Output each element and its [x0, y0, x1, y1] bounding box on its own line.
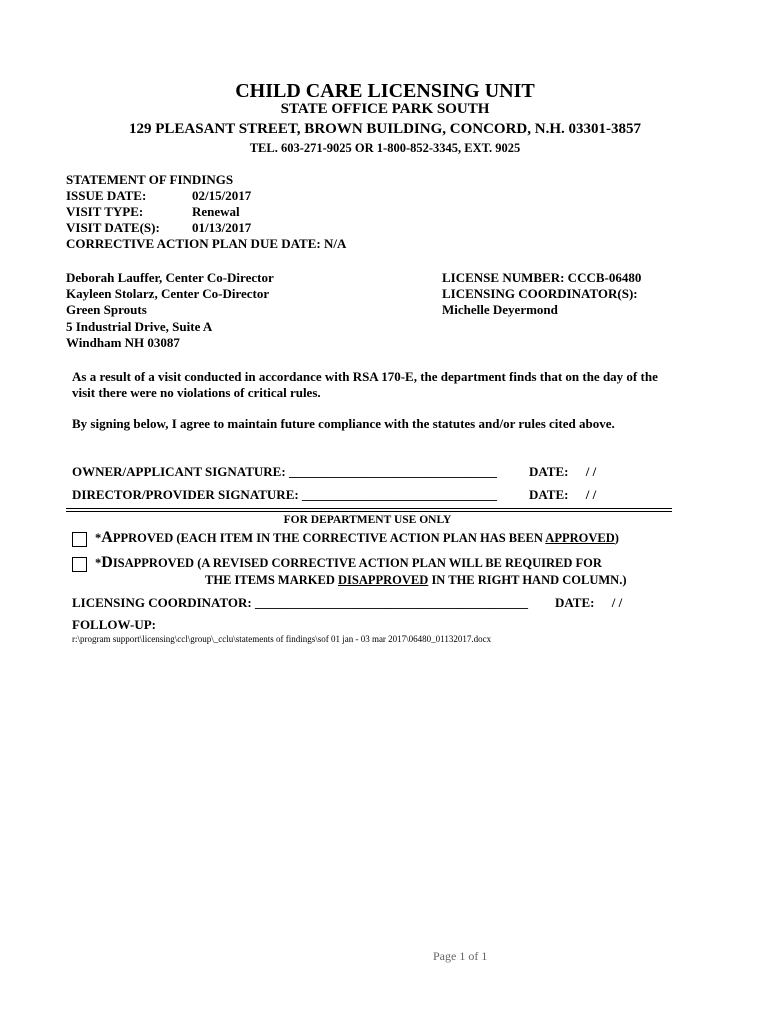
finding-line-1: As a result of a visit conducted in accordance with RSA 170-E, the department finds that on the day of the — [72, 369, 658, 384]
approved-checkbox[interactable] — [72, 532, 87, 547]
issue-date-row — [66, 188, 251, 204]
divider-top — [66, 508, 672, 509]
provider-line-5: Windham NH 03087 — [66, 335, 180, 350]
unit-title: CHILD CARE LICENSING UNIT — [235, 80, 535, 102]
office-address: 129 PLEASANT STREET, BROWN BUILDING, CONCORD, N.H. 03301-3857 — [128, 121, 641, 137]
licensing-coordinator-label: LICENSING COORDINATOR(S): — [442, 286, 638, 301]
director-signature-line[interactable]: ______________________________ — [301, 487, 497, 502]
issue-date-value: 02/15/2017 — [192, 188, 252, 203]
coordinator-signature-row — [72, 595, 528, 611]
divider-bottom — [66, 511, 672, 512]
disapproved-checkbox[interactable] — [72, 557, 87, 572]
director-date-row — [529, 487, 596, 503]
visit-type-row — [66, 204, 240, 220]
approved-close: ) — [614, 531, 619, 545]
owner-date-field[interactable]: / / — [585, 464, 597, 479]
visit-dates-value: 01/13/2017 — [192, 220, 252, 235]
coordinator-signature-label: LICENSING COORDINATOR: — [72, 595, 252, 610]
owner-date-label: DATE: — [529, 464, 569, 479]
director-date-label: DATE: — [529, 487, 569, 502]
approved-underlined: APPROVED — [545, 531, 615, 545]
coordinator-date-row — [555, 595, 622, 611]
approved-star: * — [95, 531, 102, 545]
owner-date-row — [529, 464, 596, 480]
provider-line-3: Green Sprouts — [66, 302, 147, 317]
owner-signature-label: OWNER/APPLICANT SIGNATURE: — [72, 464, 286, 479]
cap-due-date: CORRECTIVE ACTION PLAN DUE DATE: N/A — [66, 236, 347, 251]
coordinator-date-field[interactable]: / / — [611, 595, 623, 610]
coordinator-signature-line[interactable]: __________________________________________ — [255, 595, 528, 610]
provider-line-2: Kayleen Stolarz, Center Co-Director — [66, 286, 270, 301]
owner-signature-line[interactable]: ________________________________ — [288, 464, 497, 479]
disapproved-text: ISAPPROVED (A REVISED CORRECTIVE ACTION PLAN WILL BE REQUIRED FOR — [112, 556, 602, 570]
finding-line-2: visit there were no violations of critical rules. — [72, 385, 321, 400]
file-path: r:\program support\licensing\ccl\group\_cclu\statements of findings\sof 01 jan - 03 mar 2017\06480_01132017.docx — [72, 634, 492, 644]
approved-option — [95, 529, 619, 547]
office-name: STATE OFFICE PARK SOUTH — [280, 101, 490, 117]
approved-text: PPROVED (EACH ITEM IN THE CORRECTIVE ACTION PLAN HAS BEEN — [112, 531, 546, 545]
department-use-heading: FOR DEPARTMENT USE ONLY — [283, 514, 452, 526]
approved-initial: A — [101, 529, 113, 546]
disapproved-initial: D — [101, 554, 113, 571]
licensing-coordinator-name: Michelle Deyermond — [442, 302, 558, 317]
visit-dates-label: VISIT DATE(S): — [66, 220, 160, 235]
page-number: Page 1 of 1 — [433, 949, 488, 963]
provider-line-1: Deborah Lauffer, Center Co-Director — [66, 270, 274, 285]
coordinator-date-label: DATE: — [555, 595, 595, 610]
owner-signature-row — [72, 464, 497, 480]
disapproved-option — [95, 554, 602, 572]
visit-type-label: VISIT TYPE: — [66, 204, 144, 219]
issue-date-label: ISSUE DATE: — [66, 188, 147, 203]
disapproved-line-2 — [205, 573, 626, 588]
license-number: LICENSE NUMBER: CCCB-06480 — [442, 270, 642, 285]
follow-up-label: FOLLOW-UP: — [72, 617, 157, 632]
provider-line-4: 5 Industrial Drive, Suite A — [66, 319, 213, 334]
visit-type-value: Renewal — [192, 204, 240, 219]
disapproved-line2-end: IN THE RIGHT HAND COLUMN.) — [428, 573, 627, 587]
director-date-field[interactable]: / / — [585, 487, 597, 502]
compliance-agreement: By signing below, I agree to maintain future compliance with the statutes and/or rules cited above. — [72, 416, 615, 431]
disapproved-underlined: DISAPPROVED — [338, 573, 429, 587]
director-signature-label: DIRECTOR/PROVIDER SIGNATURE: — [72, 487, 299, 502]
disapproved-star: * — [95, 556, 102, 570]
visit-dates-row — [66, 220, 251, 236]
statement-heading: STATEMENT OF FINDINGS — [66, 172, 234, 187]
disapproved-line2-start: THE ITEMS MARKED — [205, 573, 339, 587]
office-phone: TEL. 603-271-9025 OR 1-800-852-3345, EXT. 9025 — [249, 141, 521, 155]
director-signature-row — [72, 487, 497, 503]
